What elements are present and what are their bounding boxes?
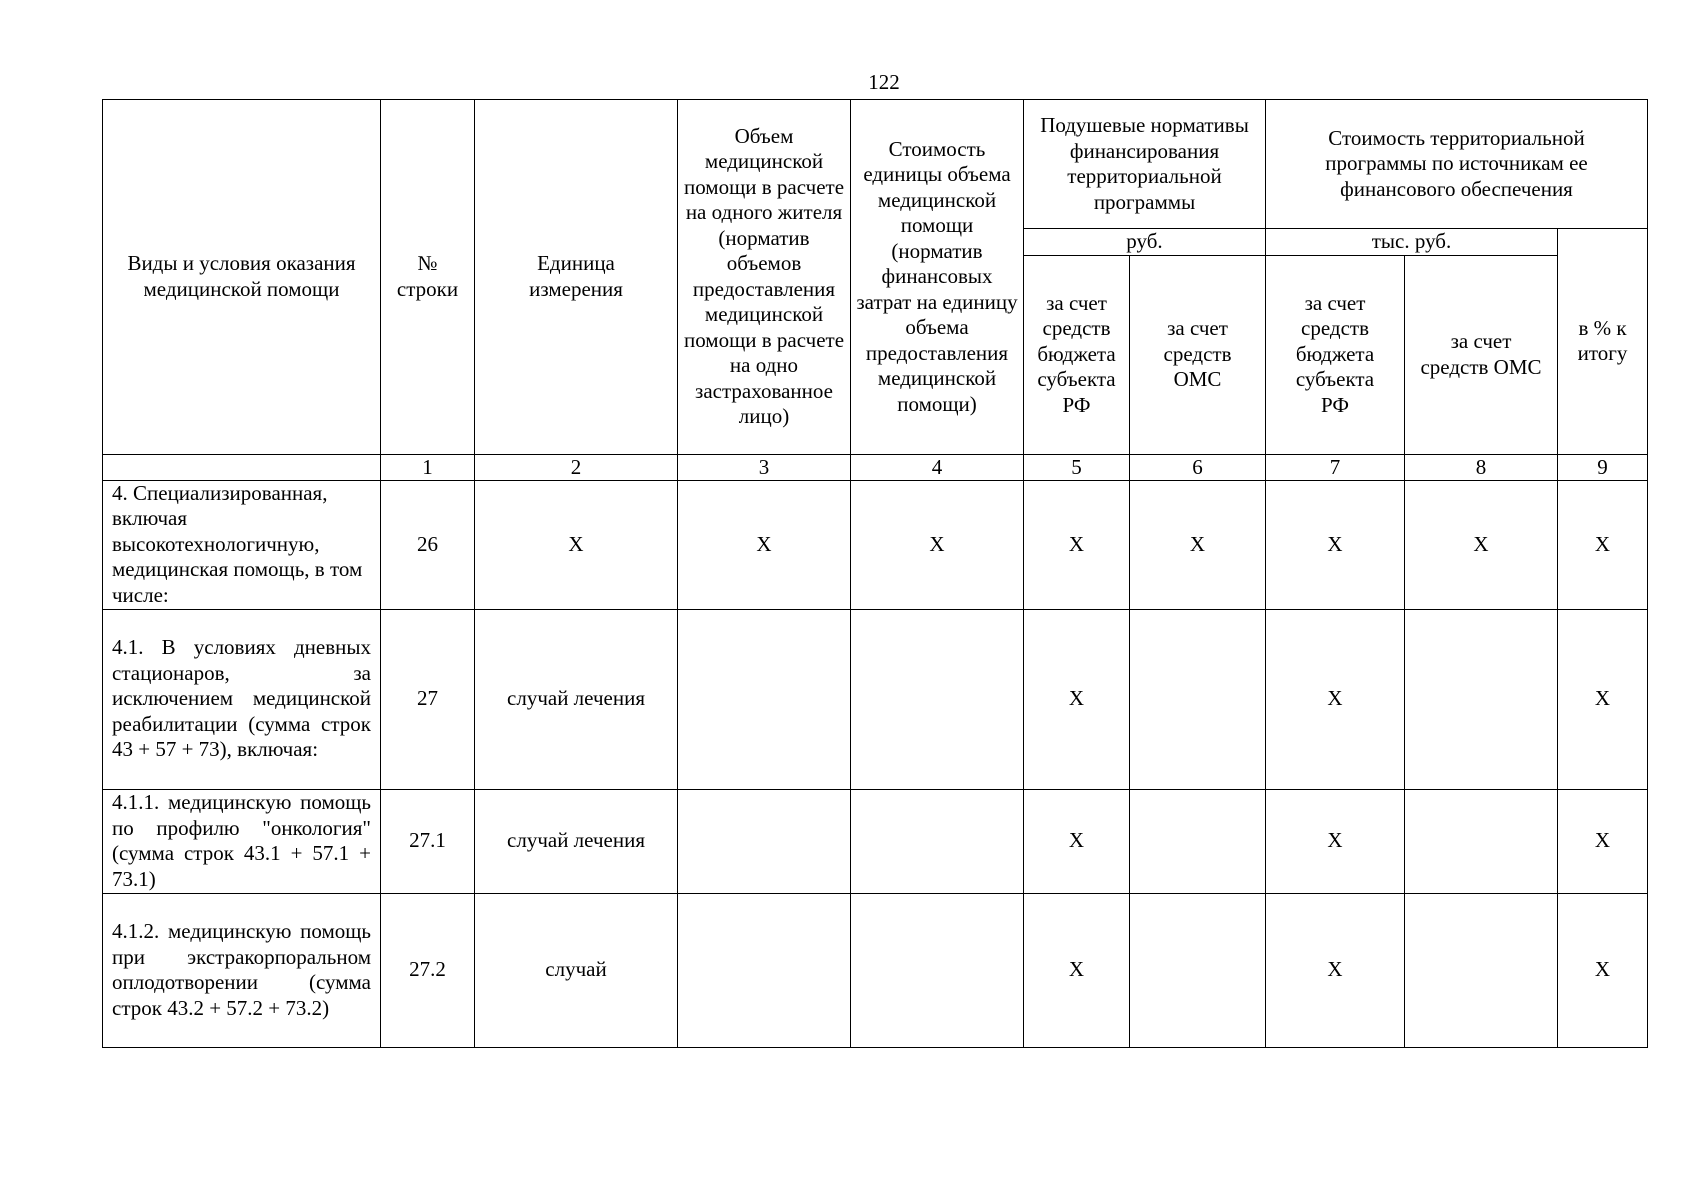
column-numbers-row	[103, 454, 1648, 480]
column-number: 3	[678, 454, 851, 480]
header-oms-col8: за счет средств ОМС	[1405, 255, 1558, 454]
row-cell-col5: Х	[1024, 480, 1130, 609]
column-number: 2	[475, 454, 678, 480]
header-budget-col7: за счет средств бюджета субъекта РФ	[1266, 255, 1405, 454]
page-number: 122	[868, 70, 900, 94]
column-number: 4	[851, 454, 1024, 480]
row-cell-col6	[1130, 893, 1266, 1047]
row-name: 4.1.1. медицинскую помощь по профилю "онкология" (сумма строк 43.1 + 57.1 + 73.1)	[103, 789, 381, 893]
header-oms-col6: за счет средств ОМС	[1130, 255, 1266, 454]
row-cell-col6	[1130, 609, 1266, 789]
header-program-cost-group: Стоимость территориальной программы по источникам ее финансового обеспечения	[1266, 100, 1648, 229]
row-cell-col7: Х	[1266, 789, 1405, 893]
row-cell-col7: Х	[1266, 893, 1405, 1047]
column-number-blank	[103, 454, 381, 480]
table-row	[103, 789, 1648, 893]
header-unit-cost: Стоимость единицы объема медицинской помощи (норматив финансовых затрат на единицу объема предоставления медицинской помощи)	[851, 100, 1024, 455]
row-name: 4.1.2. медицинскую помощь при экстракорпоральном оплодотворении (сумма строк 43.2 + 57.2 + 73.2)	[103, 893, 381, 1047]
row-cell-col8: Х	[1405, 480, 1558, 609]
row-cell-col4	[851, 609, 1024, 789]
row-cell-col4	[851, 789, 1024, 893]
row-cell-col7: Х	[1266, 480, 1405, 609]
row-unit: Х	[475, 480, 678, 609]
row-cell-col4	[851, 893, 1024, 1047]
header-budget-col5: за счет средств бюджета субъекта РФ	[1024, 255, 1130, 454]
row-cell-col4: Х	[851, 480, 1024, 609]
row-unit: случай лечения	[475, 789, 678, 893]
row-name: 4. Специализированная, включая высокотехнологичную, медицинская помощь, в том числе:	[103, 480, 381, 609]
row-unit: случай	[475, 893, 678, 1047]
row-cell-col3	[678, 789, 851, 893]
column-number: 9	[1558, 454, 1648, 480]
column-number: 5	[1024, 454, 1130, 480]
row-cell-col5: Х	[1024, 609, 1130, 789]
row-cell-col9: Х	[1558, 893, 1648, 1047]
table-row	[103, 609, 1648, 789]
row-name: 4.1. В условиях дневных стационаров, за исключением медицинской реабилитации (сумма строк 43 + 57 + 73), включая:	[103, 609, 381, 789]
column-number: 8	[1405, 454, 1558, 480]
financing-table	[102, 99, 1648, 1048]
header-unit-thousand-rub: тыс. руб.	[1266, 229, 1558, 256]
row-cell-col5: Х	[1024, 789, 1130, 893]
row-cell-col8	[1405, 609, 1558, 789]
row-cell-col8	[1405, 789, 1558, 893]
row-cell-col7: Х	[1266, 609, 1405, 789]
row-cell-col8	[1405, 893, 1558, 1047]
row-cell-col3: Х	[678, 480, 851, 609]
row-number: 27.1	[381, 789, 475, 893]
row-cell-col3	[678, 893, 851, 1047]
row-cell-col6: Х	[1130, 480, 1266, 609]
row-cell-col9: Х	[1558, 480, 1648, 609]
row-number: 27	[381, 609, 475, 789]
header-kinds-of-care: Виды и условия оказания медицинской помощи	[103, 100, 381, 455]
header-volume: Объем медицинской помощи в расчете на одного жителя (норматив объемов предоставления медицинской помощи в расчете на одно застрахованное лицо)	[678, 100, 851, 455]
row-cell-col5: Х	[1024, 893, 1130, 1047]
table-row	[103, 893, 1648, 1047]
header-row-number: № строки	[381, 100, 475, 455]
header-percent-of-total: в % к итогу	[1558, 229, 1648, 455]
row-cell-col3	[678, 609, 851, 789]
column-number: 6	[1130, 454, 1266, 480]
row-cell-col9: Х	[1558, 609, 1648, 789]
row-unit: случай лечения	[475, 609, 678, 789]
header-unit-rub: руб.	[1024, 229, 1266, 256]
header-unit: Единица измерения	[475, 100, 678, 455]
column-number: 7	[1266, 454, 1405, 480]
row-number: 27.2	[381, 893, 475, 1047]
table-row	[103, 480, 1648, 609]
row-cell-col6	[1130, 789, 1266, 893]
column-number: 1	[381, 454, 475, 480]
row-number: 26	[381, 480, 475, 609]
row-cell-col9: Х	[1558, 789, 1648, 893]
header-per-capita-group: Подушевые нормативы финансирования территориальной программы	[1024, 100, 1266, 229]
